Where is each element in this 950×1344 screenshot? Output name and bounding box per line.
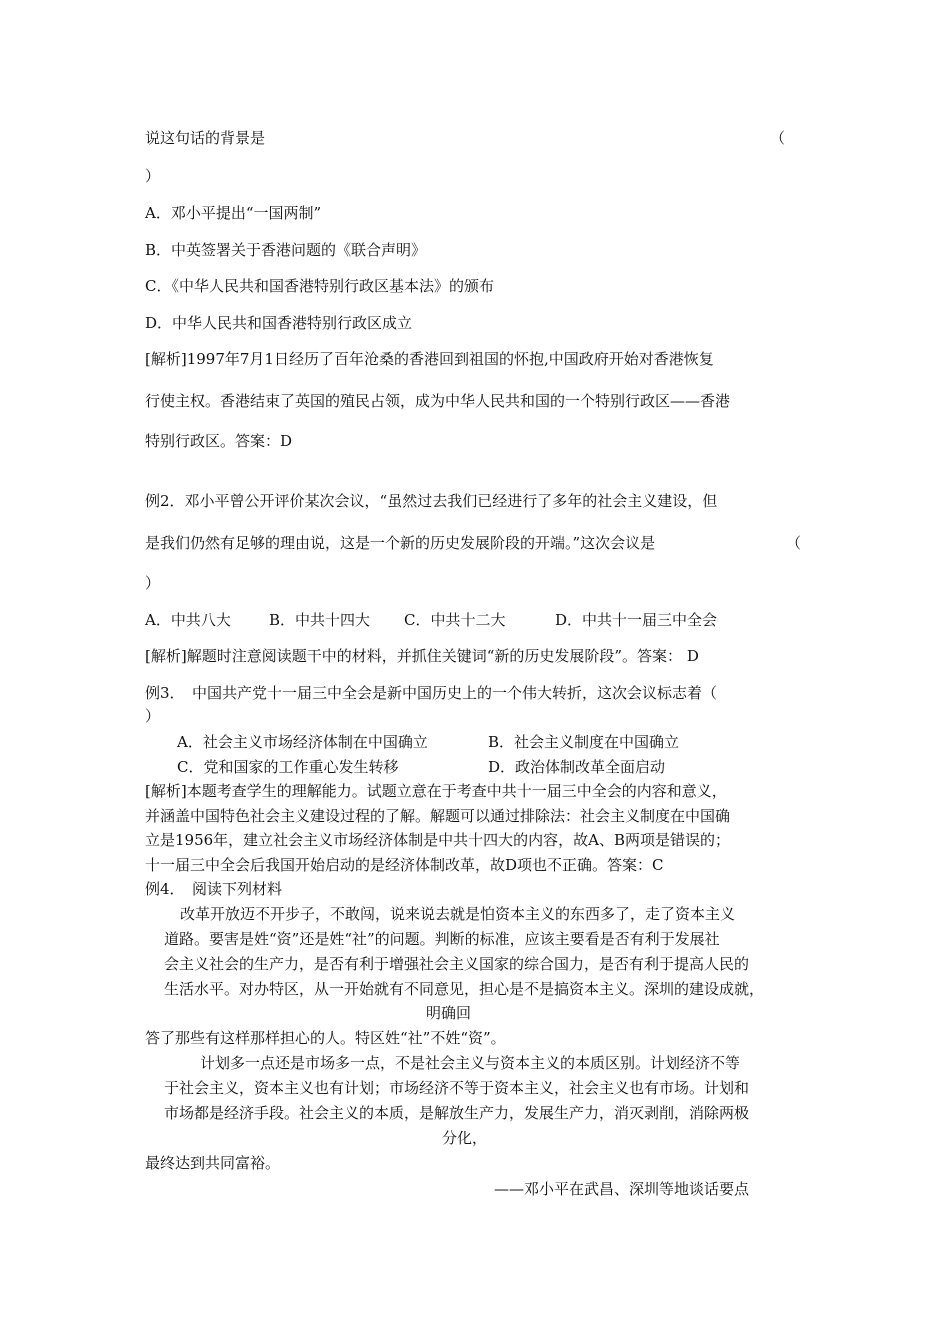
q1-analysis-line-2: 行使主权。香港结束了英国的殖民占领，成为中华人民共和国的一个特别行政区——香港	[145, 392, 731, 410]
q4-para2-line-3: 市场都是经济手段。社会主义的本质，是解放生产力，发展生产力，消灭剥削，消除两极	[164, 1104, 750, 1122]
q1-analysis-line-3: 特别行政区。答案：D	[145, 432, 293, 450]
q4-para2-line-4: 分化，	[442, 1129, 488, 1147]
q4-para1-line-3: 会主义社会的生产力，是否有利于增强社会主义国家的综合国力，是否有利于提高人民的	[164, 955, 750, 973]
q2-option-a: A．中共八大	[145, 611, 231, 629]
q1-paren-open: （	[770, 129, 786, 147]
q4-para1-line-4: 生活水平。对办特区，从一开始就有不同意见，担心是不是搞资本主义。深圳的建设成就，	[164, 980, 765, 998]
q1-option-d: D．中华人民共和国香港特别行政区成立	[145, 314, 413, 332]
q3-analysis-line-4: 十一届三中全会后我国开始启动的是经济体制改革，故D项也不正确。答案：C	[145, 856, 664, 874]
q1-analysis-line-1: [解析]1997年7月1日经历了百年沧桑的香港回到祖国的怀抱,中国政府开始对香港恢复	[145, 350, 714, 368]
q1-paren-close: ）	[145, 167, 161, 185]
q4-para2-line-1: 计划多一点还是市场多一点，不是社会主义与资本主义的本质区别。计划经济不等	[200, 1054, 741, 1072]
q3-stem: 例3． 中国共产党十一届三中全会是新中国历史上的一个伟大转折，这次会议标志着（	[145, 684, 718, 702]
q2-stem-line-2: 是我们仍然有足够的理由说，这是一个新的历史发展阶段的开端。”这次会议是	[145, 534, 656, 552]
q4-para1-line-2: 道路。要害是姓“资”还是姓“社”的问题。判断的标准，应该主要看是否有利于发展社	[164, 930, 720, 948]
q4-para1-line-1: 改革开放迈不开步子，不敢闯，说来说去就是怕资本主义的东西多了，走了资本主义	[180, 905, 736, 923]
q3-analysis-line-1: [解析]本题考查学生的理解能力。试题立意在于考查中共十一届三中全会的内容和意义，	[145, 782, 727, 800]
q1-stem: 说这句话的背景是	[145, 129, 266, 147]
q2-stem-line-1: 例2．邓小平曾公开评价某次会议，“虽然过去我们已经进行了多年的社会主义建设，但	[145, 492, 718, 510]
q4-source: ——邓小平在武昌、深圳等地谈话要点	[494, 1180, 750, 1198]
q3-option-b: B．社会主义制度在中国确立	[488, 733, 680, 751]
q1-option-c: C．《中华人民共和国香港特别行政区基本法》的颁布	[145, 277, 494, 295]
q4-para2-line-2: 于社会主义，资本主义也有计划；市场经济不等于资本主义，社会主义也有市场。计划和	[164, 1079, 750, 1097]
q2-analysis: [解析]解题时注意阅读题干中的材料，并抓住关键词“新的历史发展阶段”。答案： D	[145, 647, 699, 665]
q4-para2-line-5: 最终达到共同富裕。	[145, 1154, 281, 1172]
q3-analysis-line-3: 立是1956年，建立社会主义市场经济体制是中共十四大的内容，故A、B两项是错误的；	[145, 831, 731, 849]
q2-paren-close: ）	[145, 574, 161, 592]
q2-paren-open: （	[786, 534, 802, 552]
q4-para1-line-6: 答了那些有这样那样担心的人。特区姓“社”不姓“资”。	[145, 1029, 506, 1047]
q1-option-a: A．邓小平提出“一国两制”	[145, 204, 322, 222]
q2-option-b: B．中共十四大	[269, 611, 371, 629]
q1-option-b: B．中英签署关于香港问题的《联合声明》	[145, 241, 427, 259]
q3-analysis-line-2: 并涵盖中国特色社会主义建设过程的了解。解题可以通过排除法：社会主义制度在中国确	[145, 807, 731, 825]
q3-option-d: D．政治体制改革全面启动	[488, 758, 666, 776]
q3-option-c: C．党和国家的工作重心发生转移	[177, 758, 399, 776]
q2-option-d: D．中共十一届三中全会	[555, 611, 718, 629]
q3-paren-close: ）	[145, 707, 161, 725]
q3-option-a: A．社会主义市场经济体制在中国确立	[177, 733, 428, 751]
q4-para1-line-5: 明确回	[426, 1004, 472, 1022]
q4-stem: 例4． 阅读下列材料	[145, 880, 283, 898]
q2-option-c: C．中共十二大	[404, 611, 506, 629]
